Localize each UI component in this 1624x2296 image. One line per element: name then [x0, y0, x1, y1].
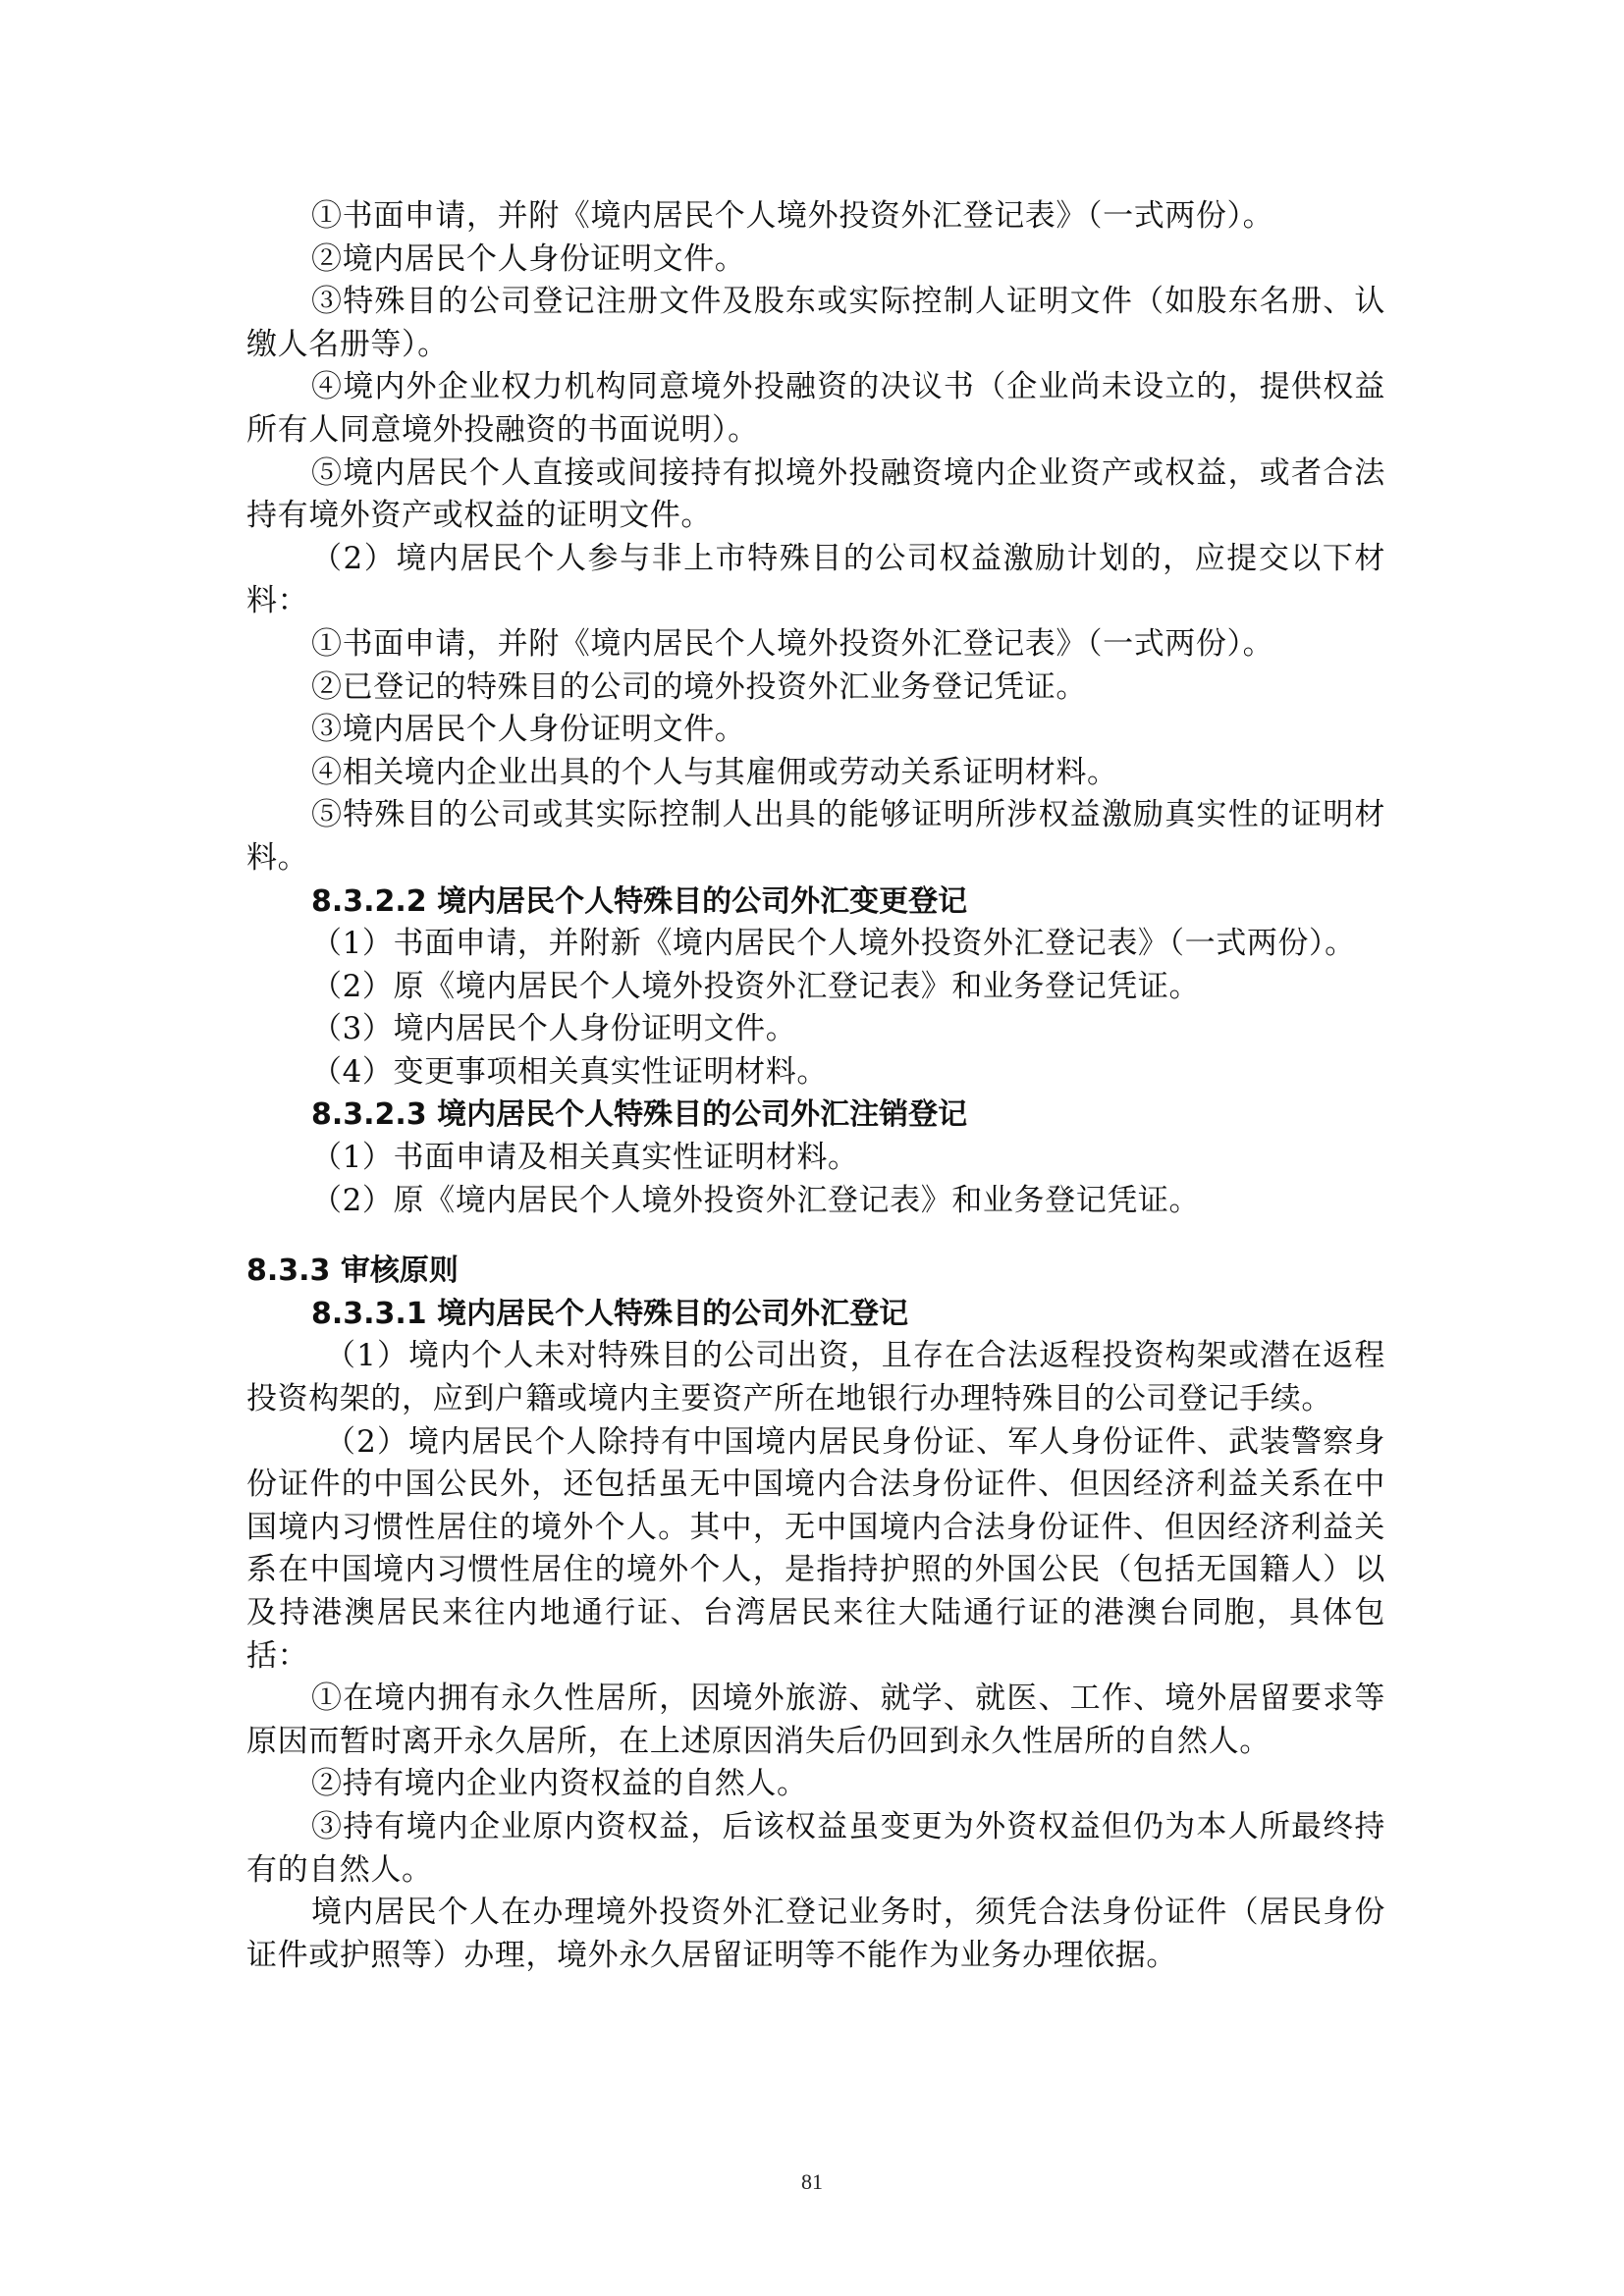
paragraph-item: ③境内居民个人身份证明文件。: [311, 712, 746, 748]
paragraph-item: ③特殊目的公司登记注册文件及股东或实际控制人证明文件（如股东名册、认缴人名册等）。: [246, 284, 1385, 362]
document-body: [246, 195, 1385, 1977]
paragraph-item: （1）书面申请，并附新《境内居民个人境外投资外汇登记表》（一式两份）。: [311, 926, 1356, 962]
paragraph-item: ④相关境内企业出具的个人与其雇佣或劳动关系证明材料。: [311, 754, 1118, 790]
section-heading-8-3-3-1: 8.3.3.1 境内居民个人特殊目的公司外汇登记: [311, 1296, 909, 1331]
page-number: 81: [801, 2169, 823, 2194]
paragraph-item: ①书面申请，并附《境内居民个人境外投资外汇登记表》（一式两份）。: [311, 198, 1274, 234]
paragraph-item: （2）境内居民个人参与非上市特殊目的公司权益激励计划的，应提交以下材料：: [246, 540, 1385, 619]
paragraph-item: （1）书面申请及相关真实性证明材料。: [311, 1140, 859, 1176]
section-heading-8-3-2-3: 8.3.2.3 境内居民个人特殊目的公司外汇注销登记: [311, 1097, 968, 1133]
section-heading-8-3-3: 8.3.3 审核原则: [246, 1254, 459, 1289]
paragraph-item: ①书面申请，并附《境内居民个人境外投资外汇登记表》（一式两份）。: [311, 625, 1274, 662]
paragraph-item: ⑤境内居民个人直接或间接持有拟境外投融资境内企业资产或权益，或者合法持有境外资产或权益的证明文件。: [246, 454, 1385, 534]
paragraph-item: （2）原《境内居民个人境外投资外汇登记表》和业务登记凭证。: [311, 968, 1201, 1004]
paragraph-item: （2）境内居民个人除持有中国境内居民身份证、军人身份证件、武装警察身份证件的中国公民外，还包括虽无中国境内合法身份证件、但因经济利益关系在中国境内习惯性居住的境外个人。其中，无中国境内合法身份证件、但因经济利益关系在中国境内习惯性居住的境外个人，是指持护照的外国公民（包括无国籍人）以及持港澳居民来往内地通行证、台湾居民来往大陆通行证的港澳台同胞，具体包括：: [246, 1423, 1385, 1674]
paragraph-item: ①在境内拥有永久性居所，因境外旅游、就学、就医、工作、境外居留要求等原因而暂时离开永久居所，在上述原因消失后仍回到永久性居所的自然人。: [246, 1681, 1385, 1759]
paragraph-item: （1）境内个人未对特殊目的公司出资，且存在合法返程投资构架或潜在返程投资构架的，应到户籍或境内主要资产所在地银行办理特殊目的公司登记手续。: [246, 1338, 1385, 1417]
paragraph-item: （2）原《境内居民个人境外投资外汇登记表》和业务登记凭证。: [311, 1182, 1201, 1218]
paragraph-item: 境内居民个人在办理境外投资外汇登记业务时，须凭合法身份证件（居民身份证件或护照等）办理，境外永久居留证明等不能作为业务办理依据。: [246, 1895, 1385, 1973]
paragraph-item: ④境内外企业权力机构同意境外投融资的决议书（企业尚未设立的，提供权益所有人同意境外投融资的书面说明）。: [246, 369, 1385, 448]
section-gap: [246, 1222, 1385, 1250]
paragraph-item: ②境内居民个人身份证明文件。: [311, 240, 746, 277]
paragraph-item: （4）变更事项相关真实性证明材料。: [311, 1053, 828, 1090]
paragraph-item: ②持有境内企业内资权益的自然人。: [311, 1766, 808, 1802]
paragraph-item: ⑤特殊目的公司或其实际控制人出具的能够证明所涉权益激励真实性的证明材料。: [246, 797, 1385, 876]
paragraph-item: ②已登记的特殊目的公司的境外投资外汇业务登记凭证。: [311, 668, 1087, 705]
paragraph-item: （3）境内居民个人身份证明文件。: [311, 1011, 797, 1047]
paragraph-item: ③持有境内企业原内资权益，后该权益虽变更为外资权益但仍为本人所最终持有的自然人。: [246, 1808, 1385, 1888]
section-heading-8-3-2-2: 8.3.2.2 境内居民个人特殊目的公司外汇变更登记: [311, 883, 968, 919]
